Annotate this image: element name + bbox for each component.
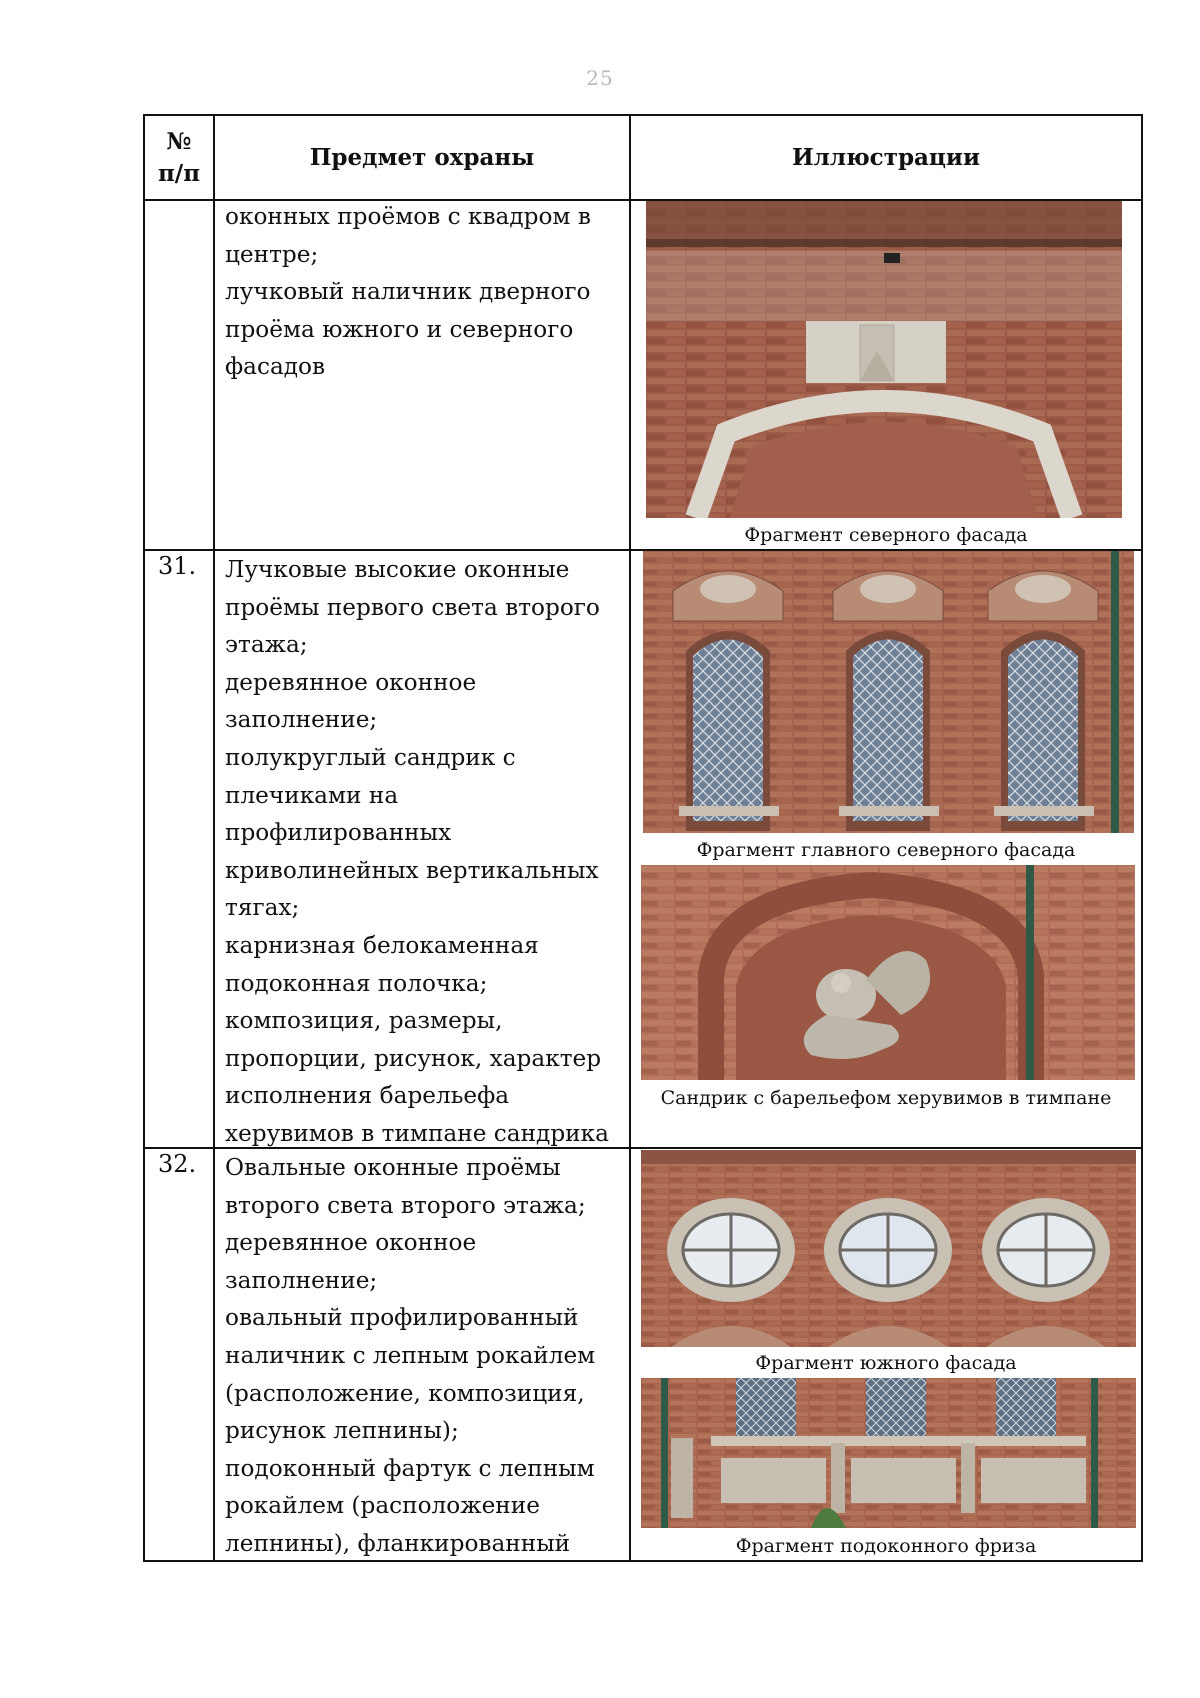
column-separator (213, 114, 215, 1562)
window-frieze-photo (641, 1378, 1136, 1528)
header-illustrations: Иллюстрации (791, 143, 981, 171)
header-num: № п/п (157, 127, 201, 187)
photo-caption: Фрагмент южного фасада (755, 1352, 1017, 1374)
row-subject: Овальные оконные проёмы второго света второго этажа; деревянное оконное заполнение; овальный профилированный наличник с лепным рокайлем (расположение, композиция, рисунок лепнины); подоконный фартук с лепным рокайлем (расположение лепнины), фланкированный (225, 1154, 596, 1557)
row-number: 32. (158, 1150, 197, 1178)
cherubim-pediment-photo (641, 865, 1135, 1080)
north-facade-photo (646, 201, 1122, 518)
row-subject: Лучковые высокие оконные проёмы первого света второго этажа; деревянное оконное заполнение; полукруглый сандрик с плечиками на профилированных криволинейных вертикальных тягах; карнизная белокаменная подоконная полочка; композиция, размеры, пропорции, рисунок, характер исполнения барельефа херувимов в тимпане сандрика (225, 556, 609, 1147)
photo-caption: Фрагмент северного фасада (744, 524, 1028, 546)
page-number: 25 (586, 66, 614, 90)
photo-caption: Сандрик с барельефом херувимов в тимпане (660, 1087, 1112, 1109)
main-north-facade-photo (643, 551, 1134, 833)
table-border-left (143, 114, 145, 1562)
south-facade-photo (641, 1150, 1136, 1347)
row-subject: оконных проёмов с квадром в центре; лучковый наличник дверного проёма южного и северного фасадов (225, 203, 591, 381)
row-number: 31. (158, 552, 197, 580)
photo-caption: Фрагмент главного северного фасада (696, 839, 1076, 861)
header-subject: Предмет охраны (309, 143, 535, 171)
table-border-right (1141, 114, 1143, 1562)
photo-caption: Фрагмент подоконного фриза (735, 1535, 1037, 1557)
column-separator (629, 114, 631, 1562)
